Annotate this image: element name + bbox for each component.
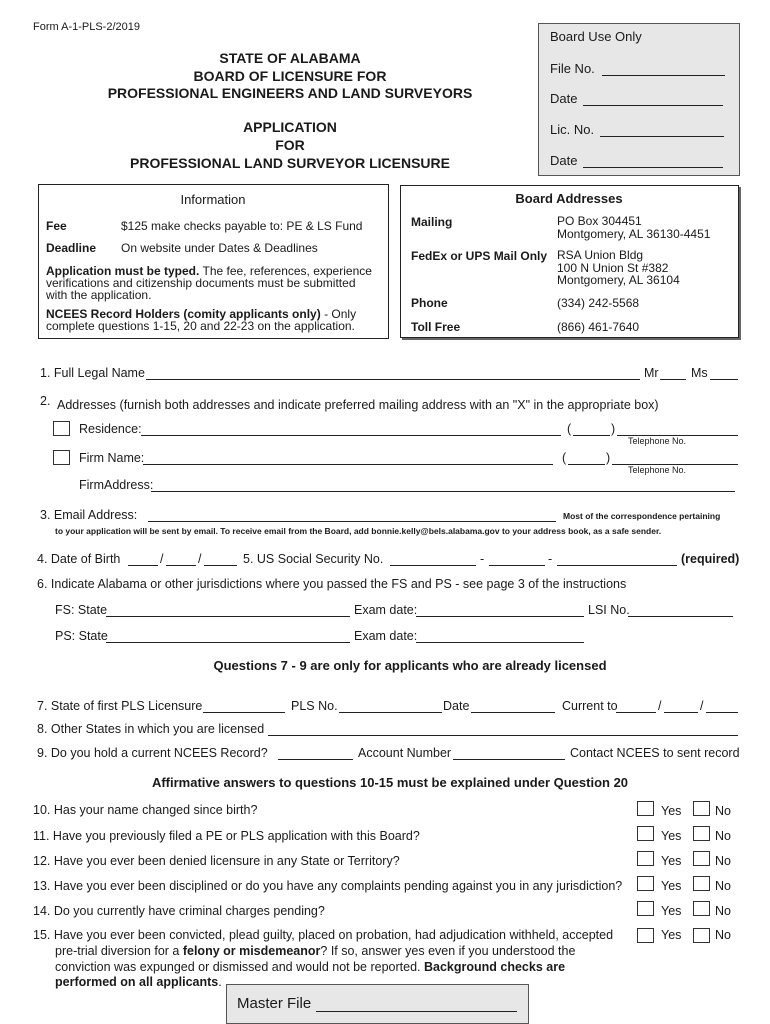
account-number-field[interactable] [453, 759, 565, 760]
contact-ncees-text: Contact NCEES to sent record [570, 746, 740, 760]
ncees-line2: complete questions 1-15, 20 and 22-23 on the application. [46, 319, 355, 333]
mailing-address [557, 215, 710, 240]
q15-yes-label: Yes [661, 928, 682, 942]
date-field-1[interactable] [583, 105, 723, 106]
q12-no-checkbox[interactable] [693, 851, 710, 866]
ssn-part-3[interactable] [557, 565, 677, 566]
q12-text: 12. Have you ever been denied licensure in any State or Territory? [33, 854, 400, 868]
q11-text: 11. Have you previously filed a PE or PLS application with this Board? [33, 829, 420, 843]
deadline-label: Deadline [46, 241, 97, 255]
firm-checkbox[interactable] [53, 450, 70, 465]
date-label-2: Date [550, 153, 578, 168]
q15-line-4c: . [218, 975, 222, 989]
q7-date-field[interactable] [471, 712, 555, 713]
q6-label: 6. Indicate Alabama or other jurisdictions where you passed the FS and PS - see page 3 of the instructions [37, 577, 627, 591]
q3-label: 3. Email Address: [40, 508, 138, 522]
tollfree-value: (866) 461-7640 [557, 320, 640, 334]
application-title [60, 118, 520, 172]
q11-no-label: No [715, 829, 731, 843]
q2-text: Addresses (furnish both addresses and indicate preferred mailing address with an "X" in the appropriate box) [57, 398, 659, 412]
fedex-address [557, 249, 680, 287]
residence-field[interactable] [141, 435, 561, 436]
mr-label: Mr [644, 366, 659, 380]
fee-value: $125 make checks payable to: PE & LS Fund [121, 219, 363, 233]
ms-field[interactable] [710, 379, 738, 380]
board-use-title: Board Use Only [550, 29, 642, 44]
mailing-line-1: PO Box 304451 [557, 214, 642, 228]
account-number-label: Account Number [358, 746, 452, 760]
information-title: Information [180, 192, 246, 207]
board-use-only-box [538, 23, 740, 176]
q3-note-line2: to your application will be sent by email. To receive email from the Board, add bonnie.kelly@bels.alabama.gov to your address book, as a safe sender. [55, 526, 662, 536]
firm-address-label: FirmAddress: [79, 478, 154, 492]
typed-rest: The fee, references, experience [202, 264, 372, 278]
residence-area-code[interactable] [573, 435, 610, 436]
q15-performed: performed on all applicants [55, 975, 219, 989]
phone-value: (334) 242-5568 [557, 296, 640, 310]
tollfree-label: Toll Free [411, 320, 461, 334]
fedex-line-2: 100 N Union St #382 [557, 260, 669, 275]
q15-felony: felony or misdemeanor [182, 944, 321, 958]
ssn-dash-2: - [548, 552, 553, 566]
title-professions: PROFESSIONAL ENGINEERS AND LAND SURVEYORS [107, 85, 473, 101]
q10-yes-label: Yes [661, 804, 682, 818]
board-addresses-box [400, 185, 739, 338]
q10-no-checkbox[interactable] [693, 801, 710, 816]
current-to-day[interactable] [664, 712, 698, 713]
dob-slash-2: / [198, 552, 202, 566]
current-to-year[interactable] [706, 712, 738, 713]
residence-telephone-caption: Telephone No. [628, 436, 687, 446]
q13-yes-checkbox[interactable] [637, 876, 654, 891]
q14-yes-label: Yes [661, 904, 682, 918]
current-to-slash-1: / [658, 699, 662, 713]
dob-year[interactable] [204, 565, 237, 566]
q11-no-checkbox[interactable] [693, 826, 710, 841]
q15-line-4 [55, 975, 222, 989]
q12-yes-label: Yes [661, 854, 682, 868]
dob-month[interactable] [128, 565, 158, 566]
ps-state-label: PS: State [55, 629, 108, 643]
current-to-month[interactable] [616, 712, 656, 713]
lic-no-label: Lic. No. [550, 122, 595, 137]
q15-background-checks: Background checks are [423, 960, 566, 974]
q15-line-2c: ? If so, answer yes even if you understood the [320, 944, 576, 958]
lsi-no-field[interactable] [628, 616, 733, 617]
fs-state-field[interactable] [106, 616, 350, 617]
ncees-rest: - Only [324, 307, 357, 321]
ps-exam-date-field[interactable] [416, 642, 584, 643]
ssn-dash-1: - [480, 552, 485, 566]
app-line-3: PROFESSIONAL LAND SURVEYOR LICENSURE [130, 155, 450, 171]
other-states-field[interactable] [268, 735, 738, 736]
q12-no-label: No [715, 854, 731, 868]
dob-slash-1: / [160, 552, 164, 566]
fedex-line-1: RSA Union Bldg [557, 248, 644, 262]
q5-label: 5. US Social Security No. [243, 552, 384, 566]
fs-exam-date-label: Exam date: [354, 603, 418, 617]
q15-line-1: 15. Have you ever been convicted, plead guilty, placed on probation, had adjudication withheld, accepted [33, 928, 614, 942]
q14-no-label: No [715, 904, 731, 918]
ncees-record-field[interactable] [278, 759, 353, 760]
q11-yes-checkbox[interactable] [637, 826, 654, 841]
q2-number: 2. [40, 394, 51, 408]
app-line-1: APPLICATION [243, 119, 337, 135]
form-id: Form A-1-PLS-2/2019 [33, 21, 140, 33]
ncees-notice [46, 308, 356, 332]
date-label-1: Date [550, 91, 578, 106]
q15-line-2 [55, 944, 575, 958]
q12-yes-checkbox[interactable] [637, 851, 654, 866]
mr-field[interactable] [660, 379, 686, 380]
firm-address-field[interactable] [151, 491, 735, 492]
mailing-line-2: Montgomery, AL 36130-4451 [557, 226, 711, 241]
q15-no-label: No [715, 928, 731, 942]
firm-telephone-caption: Telephone No. [628, 465, 687, 475]
file-no-field[interactable] [602, 75, 725, 76]
q15-line-3 [55, 960, 565, 974]
fee-label: Fee [46, 219, 67, 233]
fs-exam-date-field[interactable] [416, 616, 584, 617]
firm-name-label: Firm Name: [79, 451, 145, 465]
q15-line-3a: conviction was expunged or dismissed and would not be reported. [55, 960, 421, 974]
mailing-label: Mailing [411, 215, 453, 229]
lsi-no-label: LSI No. [588, 603, 630, 617]
ssn-part-1[interactable] [390, 565, 476, 566]
residence-paren-open: ( [567, 422, 572, 436]
q14-text: 14. Do you currently have criminal charges pending? [33, 904, 325, 918]
firm-paren-open: ( [562, 451, 567, 465]
q11-yes-label: Yes [661, 829, 682, 843]
q13-text: 13. Have you ever been disciplined or do you have any complaints pending against you in any jurisdiction? [33, 879, 623, 893]
ps-exam-date-label: Exam date: [354, 629, 418, 643]
ssn-required: (required) [681, 552, 740, 566]
q15-no-checkbox[interactable] [693, 928, 710, 943]
typed-notice [46, 265, 372, 301]
residence-paren-close: ) [611, 422, 616, 436]
ssn-part-2[interactable] [489, 565, 545, 566]
firm-name-field[interactable] [143, 464, 553, 465]
phone-label: Phone [411, 296, 448, 310]
q10-text: 10. Has your name changed since birth? [33, 803, 258, 817]
pls-no-label: PLS No. [291, 699, 338, 713]
fedex-label: FedEx or UPS Mail Only [411, 249, 548, 263]
ps-state-field[interactable] [106, 642, 350, 643]
fedex-line-3: Montgomery, AL 36104 [557, 273, 680, 287]
fs-state-label: FS: State [55, 603, 108, 617]
ncees-bold: NCEES Record Holders (comity applicants only) [46, 307, 321, 321]
q3-note-line1: Most of the correspondence pertaining [563, 511, 721, 521]
section-affirmative-heading: Affirmative answers to questions 10-15 must be explained under Question 20 [151, 775, 629, 790]
q9-label: 9. Do you hold a current NCEES Record? [37, 746, 268, 760]
title-board: BOARD OF LICENSURE FOR [193, 67, 387, 84]
residence-label: Residence: [79, 422, 142, 436]
current-to-slash-2: / [700, 699, 704, 713]
q15-yes-checkbox[interactable] [637, 928, 654, 943]
q7-date-label: Date [443, 699, 470, 713]
master-file-label: Master File [237, 995, 312, 1012]
full-legal-name-field[interactable] [146, 379, 640, 380]
current-to-label: Current to [562, 699, 618, 713]
typed-line3: with the application. [46, 288, 152, 302]
residence-checkbox[interactable] [53, 421, 70, 436]
dob-day[interactable] [166, 565, 196, 566]
deadline-value: On website under Dates & Deadlines [121, 241, 318, 255]
email-field[interactable] [148, 521, 556, 522]
first-pls-state-field[interactable] [203, 712, 285, 713]
q13-no-label: No [715, 879, 731, 893]
firm-area-code[interactable] [568, 464, 605, 465]
q15-line-2a: pre-trial diversion for a [55, 944, 180, 958]
board-addresses-title: Board Addresses [515, 191, 623, 206]
q7-label: 7. State of first PLS Licensure [37, 699, 203, 713]
q10-yes-checkbox[interactable] [637, 801, 654, 816]
q1-label: 1. Full Legal Name [40, 366, 145, 380]
lic-no-field[interactable] [600, 136, 724, 137]
title-state: STATE OF ALABAMA [219, 50, 361, 66]
q14-yes-checkbox[interactable] [637, 901, 654, 916]
firm-paren-close: ) [606, 451, 611, 465]
typed-line2: verifications and citizenship documents must be submitted [46, 276, 356, 290]
q10-no-label: No [715, 804, 731, 818]
pls-no-field[interactable] [339, 712, 442, 713]
section-licensed-heading: Questions 7 - 9 are only for applicants who are already licensed [213, 658, 607, 673]
file-no-label: File No. [550, 61, 595, 76]
date-field-2[interactable] [583, 167, 723, 168]
title-block [60, 50, 520, 103]
ms-label: Ms [691, 366, 708, 380]
q13-no-checkbox[interactable] [693, 876, 710, 891]
information-box [38, 184, 389, 339]
master-file-box [226, 984, 529, 1024]
master-file-field[interactable] [316, 1011, 517, 1012]
q4-label: 4. Date of Birth [37, 552, 121, 566]
q14-no-checkbox[interactable] [693, 901, 710, 916]
q13-yes-label: Yes [661, 879, 682, 893]
typed-bold: Application must be typed. [46, 264, 200, 278]
q8-label: 8. Other States in which you are licensed [37, 722, 265, 736]
app-line-2: FOR [275, 137, 305, 153]
